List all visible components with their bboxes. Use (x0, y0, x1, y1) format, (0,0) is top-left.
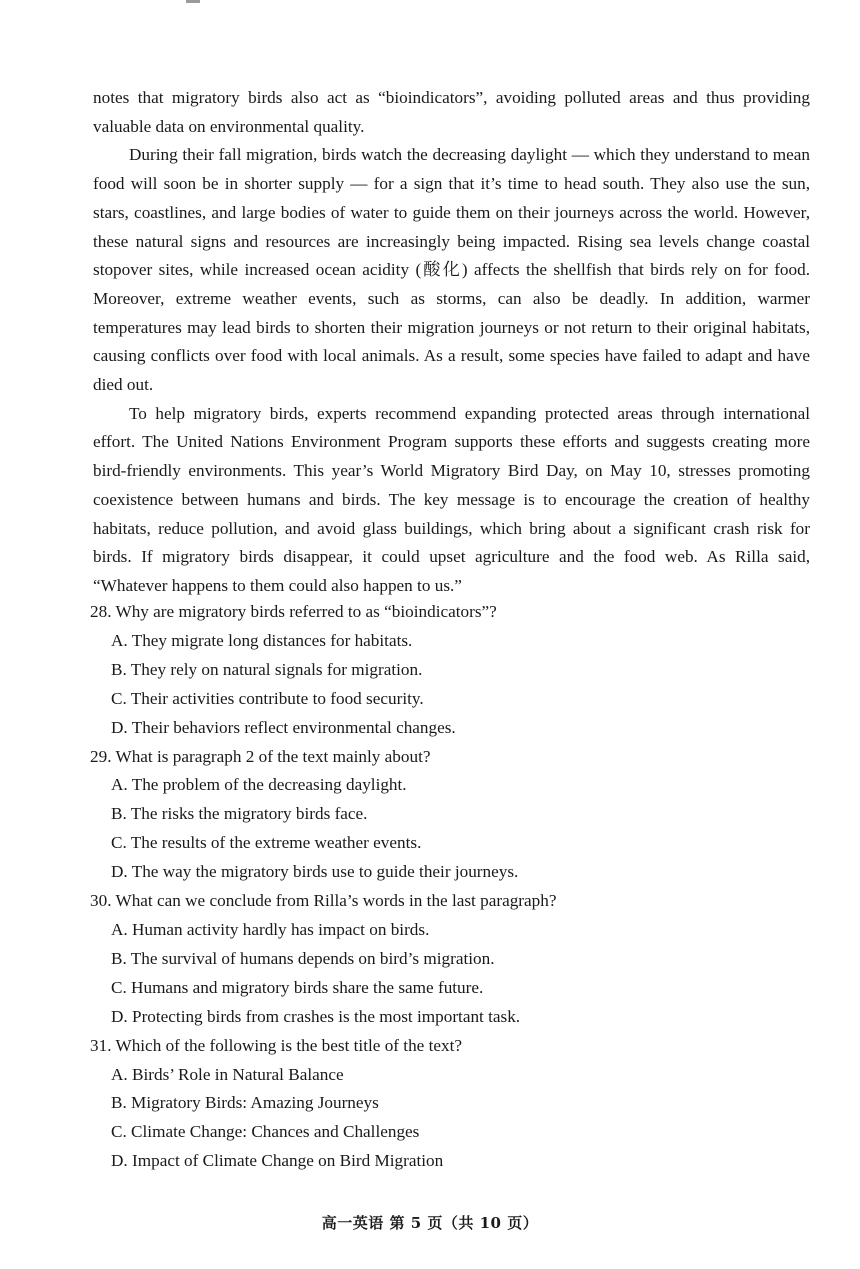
question-stem: 31. Which of the following is the best title of the text? (90, 1035, 462, 1055)
question-29 (90, 743, 810, 888)
question-list (90, 598, 810, 1176)
option-b: B. Migratory Birds: Amazing Journeys (111, 1093, 379, 1113)
question-stem: 28. Why are migratory birds referred to as “bioindicators”? (90, 602, 497, 621)
passage-paragraph-3: To help migratory birds, experts recommend expanding protected areas through international effort. The United Nations Environment Program supports these efforts and suggests creating more bird-friendly environments. This year’s World Migratory Bird Day, on May 10, stresses promoting coexistence between humans and birds. The key message is to encourage the creation of healthy habitats, reduce pollution, and avoid glass buildings, which bring about a significant crash risk for birds. If migratory birds disappear, it could upset agriculture and the food web. As Rilla said, “Whatever happens to them could also happen to us.” (93, 403, 810, 595)
question-28 (90, 598, 810, 743)
question-31 (90, 1032, 810, 1177)
option-b: B. They rely on natural signals for migration. (111, 659, 423, 679)
passage-paragraph-1: notes that migratory birds also act as “bioindicators”, avoiding polluted areas and thus providing valuable data on environmental quality. (93, 88, 810, 136)
option-d: D. Impact of Climate Change on Bird Migration (111, 1151, 444, 1171)
option-c: C. Climate Change: Chances and Challenges (111, 1122, 420, 1142)
option-b: B. The survival of humans depends on bird’s migration. (111, 948, 495, 968)
option-a: A. The problem of the decreasing daylight. (111, 775, 407, 795)
option-d: D. The way the migratory birds use to guide their journeys. (111, 862, 519, 882)
question-stem: 30. What can we conclude from Rilla’s words in the last paragraph? (90, 891, 557, 911)
option-a: A. Birds’ Role in Natural Balance (111, 1064, 344, 1084)
option-d: D. Protecting birds from crashes is the most important task. (111, 1006, 521, 1026)
option-b: B. The risks the migratory birds face. (111, 804, 368, 824)
page-footer: 高一英语 第 5 页（共 10 页） (321, 1214, 539, 1232)
reading-passage (93, 84, 810, 601)
option-c: C. The results of the extreme weather events. (111, 833, 422, 853)
scan-mark (186, 0, 200, 3)
passage-paragraph-2: During their fall migration, birds watch the decreasing daylight — which they understand to mean food will soon be in shorter supply — for a sign that it’s time to head south. They also use the sun, stars, coastlines, and large bodies of water to guide them on their journeys across the world. However, these natural signs and resources are increasingly being impacted. Rising sea levels change coastal stopover sites, while increased ocean acidity (酸化) affects the shellfish that birds rely on for food. Moreover, extreme weather events, such as storms, can also be deadly. In addition, warmer temperatures may lead birds to shorten their migration journeys or not return to their original habitats, causing conflicts over food with local animals. As a result, some species have failed to adapt and have died out. (93, 145, 810, 395)
option-a: A. They migrate long distances for habitats. (111, 630, 413, 650)
question-30 (90, 887, 810, 1032)
option-a: A. Human activity hardly has impact on birds. (111, 919, 430, 939)
option-c: C. Humans and migratory birds share the same future. (111, 977, 484, 997)
option-d: D. Their behaviors reflect environmental changes. (111, 717, 456, 737)
question-stem: 29. What is paragraph 2 of the text mainly about? (90, 746, 431, 766)
option-c: C. Their activities contribute to food security. (111, 688, 424, 708)
